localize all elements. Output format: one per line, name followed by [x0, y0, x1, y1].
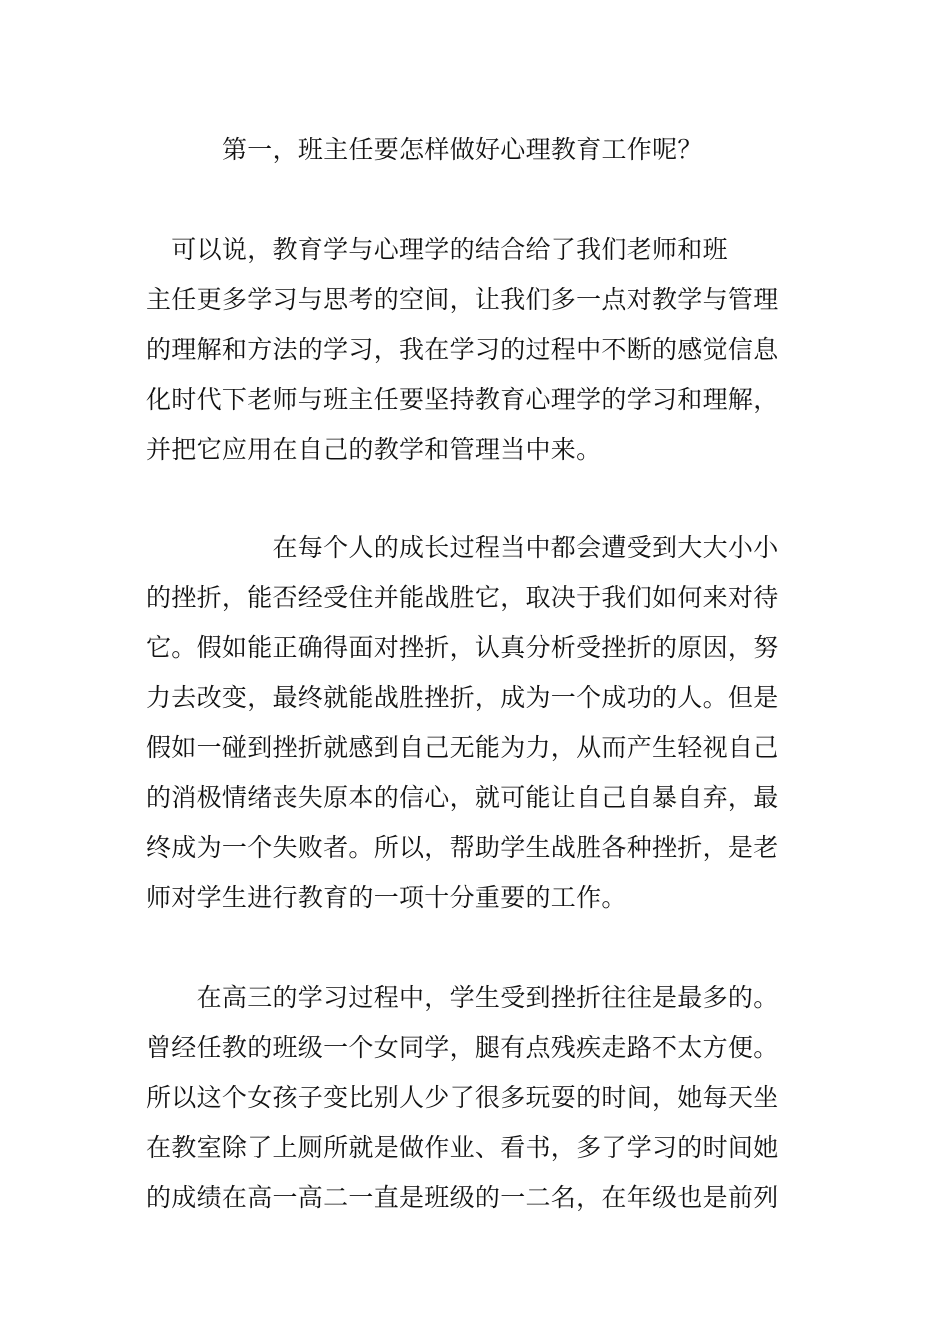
- paragraph-line: 终成为一个失败者。所以，帮助学生战胜各种挫折，是老: [146, 833, 779, 862]
- paragraph-line: 化时代下老师与班主任要坚持教育心理学的学习和理解，: [146, 385, 779, 414]
- paragraph-line: 在教室除了上厕所就是做作业、看书，多了学习的时间她: [146, 1133, 779, 1162]
- paragraph-line: 力去改变，最终就能战胜挫折，成为一个成功的人。但是: [146, 683, 779, 712]
- paragraph-line: 所以这个女孩子变比别人少了很多玩耍的时间，她每天坐: [146, 1083, 779, 1112]
- paragraph-line: 的成绩在高一高二一直是班级的一二名，在年级也是前列: [146, 1183, 779, 1212]
- paragraph-line: 主任更多学习与思考的空间，让我们多一点对教学与管理: [146, 285, 779, 314]
- paragraph-line: 并把它应用在自己的教学和管理当中来。: [146, 435, 602, 464]
- paragraph-line: 的挫折，能否经受住并能战胜它，取决于我们如何来对待: [146, 583, 779, 612]
- paragraph-line: 师对学生进行教育的一项十分重要的工作。: [146, 883, 627, 912]
- paragraph-line: 曾经任教的班级一个女同学，腿有点残疾走路不太方便。: [146, 1033, 779, 1062]
- paragraph-line: 在每个人的成长过程当中都会遭受到大大小小: [146, 533, 779, 562]
- paragraph-line: 可以说，教育学与心理学的结合给了我们老师和班: [146, 235, 728, 264]
- paragraph-line: 的消极情绪丧失原本的信心，就可能让自己自暴自弃，最: [146, 783, 779, 812]
- paragraph-line: 在高三的学习过程中，学生受到挫折往往是最多的。: [146, 983, 779, 1012]
- paragraph-line: 它。假如能正确得面对挫折，认真分析受挫折的原因，努: [146, 633, 779, 662]
- paragraph-line: 的理解和方法的学习，我在学习的过程中不断的感觉信息: [146, 335, 779, 364]
- section-heading: 第一，班主任要怎样做好心理教育工作呢？: [222, 135, 703, 164]
- paragraph-line: 假如一碰到挫折就感到自己无能为力，从而产生轻视自己: [146, 733, 779, 762]
